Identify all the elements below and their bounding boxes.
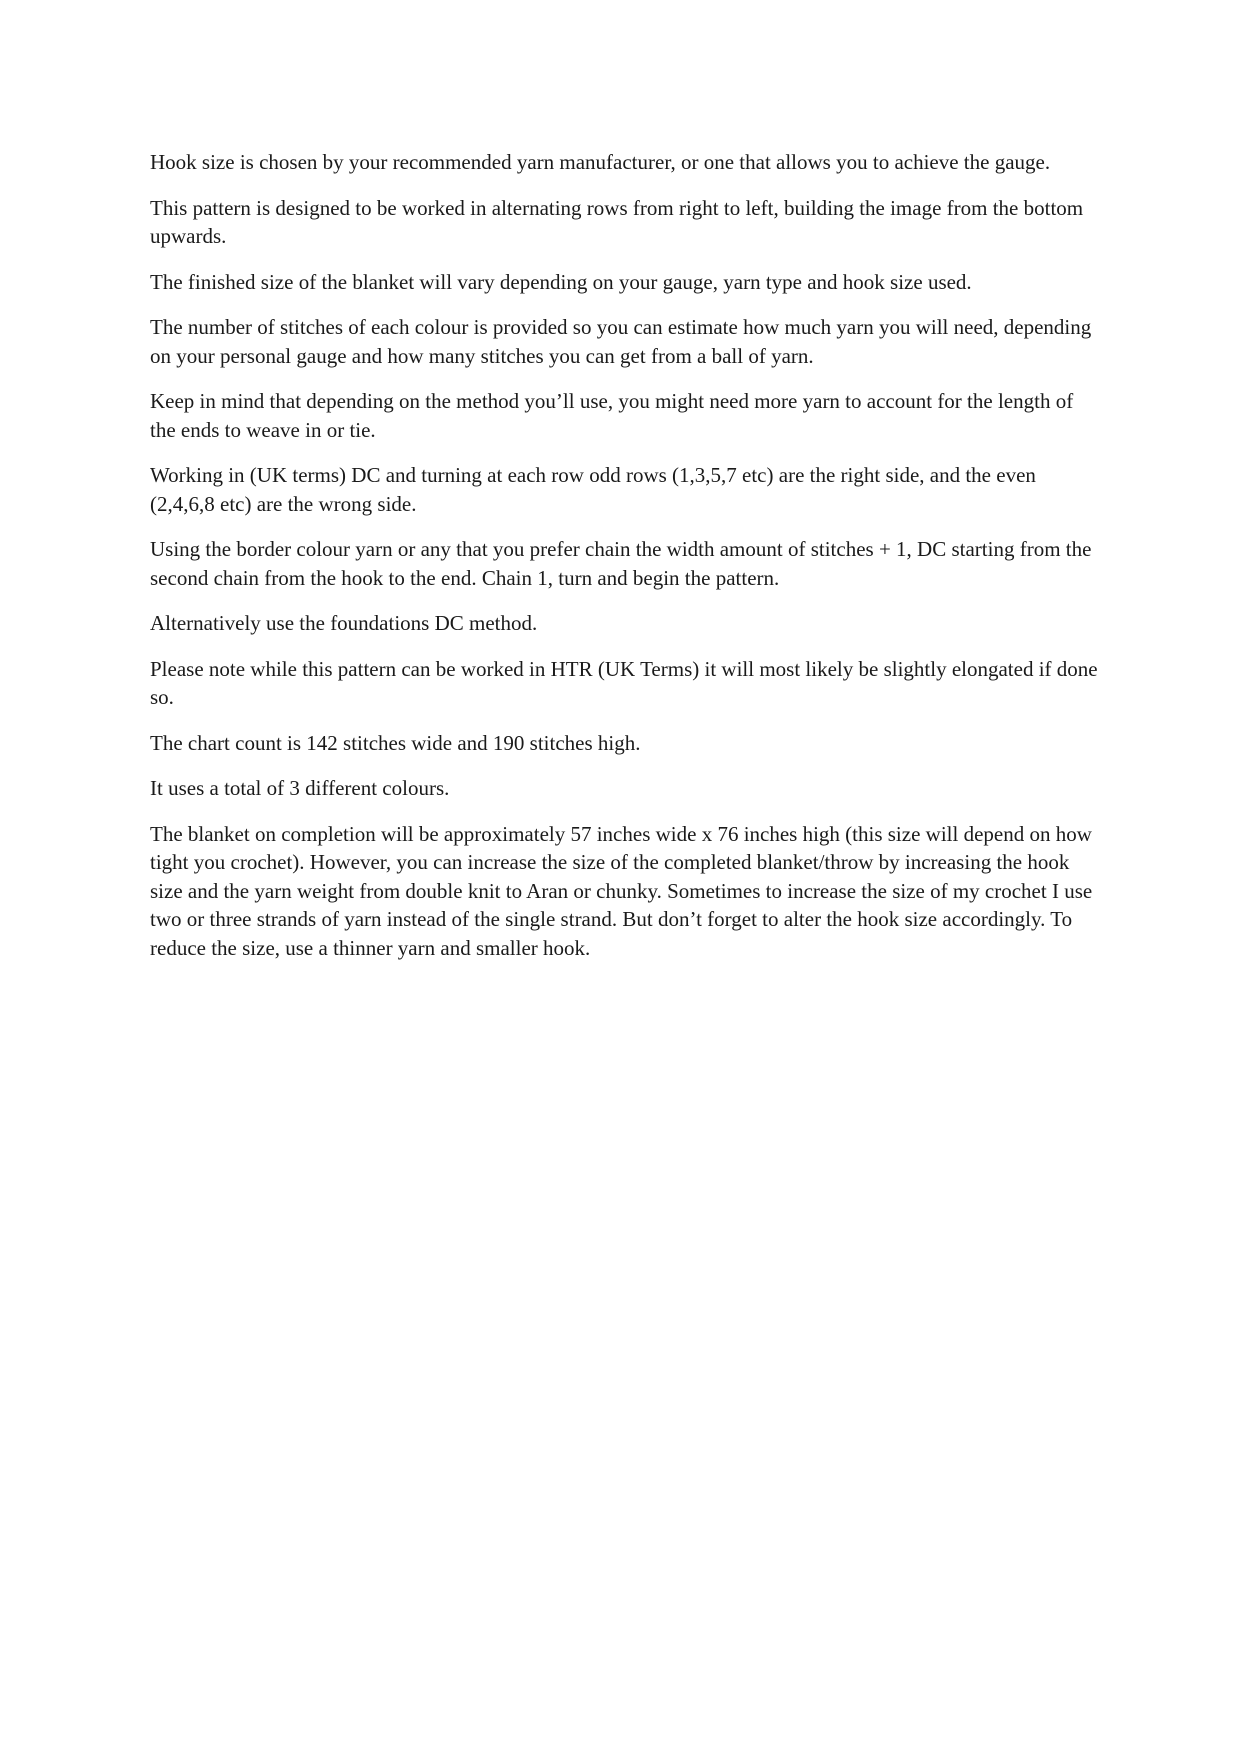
paragraph-hook-size: Hook size is chosen by your recommended yarn manufacturer, or one that allows you to achieve the gauge. [150,150,1051,174]
paragraph-row-sides: Working in (UK terms) DC and turning at each row odd rows (1,3,5,7 etc) are the right side, and the even (2,4,6,8 etc) are the wrong side. [150,463,1036,516]
paragraph-extra-yarn: Keep in mind that depending on the method you’ll use, you might need more yarn to account for the length of the ends to weave in or tie. [150,389,1074,442]
paragraph-stitch-count: The number of stitches of each colour is provided so you can estimate how much yarn you will need, depending on your personal gauge and how many stitches you can get from a ball of yarn. [150,315,1092,368]
paragraph-blanket-size: The blanket on completion will be approximately 57 inches wide x 76 inches high (this size will depend on how tight you crochet). However, you can increase the size of the completed blanket/throw by increasing the hook size and the yarn weight from double knit to Aran or chunky. Sometimes to increase the size of my crochet I use two or three strands of yarn instead of the single strand. But don’t forget to alter the hook size accordingly. To reduce the size, use a thinner yarn and smaller hook. [150,821,1093,960]
paragraph-working-direction: This pattern is designed to be worked in alternating rows from right to left, building the image from the bottom upwards. [150,195,1084,248]
paragraph-foundation-chain: Using the border colour yarn or any that you prefer chain the width amount of stitches + 1, DC starting from the second chain from the hook to the end. Chain 1, turn and begin the pattern. [150,537,1092,590]
paragraph-finished-size: The finished size of the blanket will vary depending on your gauge, yarn type and hook size used. [150,269,972,294]
paragraph-chart-count: The chart count is 142 stitches wide and 190 stitches high. [150,730,641,755]
document-body [150,148,1100,979]
paragraph-htr-note: Please note while this pattern can be worked in HTR (UK Terms) it will most likely be slightly elongated if done so. [150,656,1098,709]
paragraph-alternative-method: Alternatively use the foundations DC method. [150,611,538,635]
paragraph-colour-count: It uses a total of 3 different colours. [150,776,450,800]
